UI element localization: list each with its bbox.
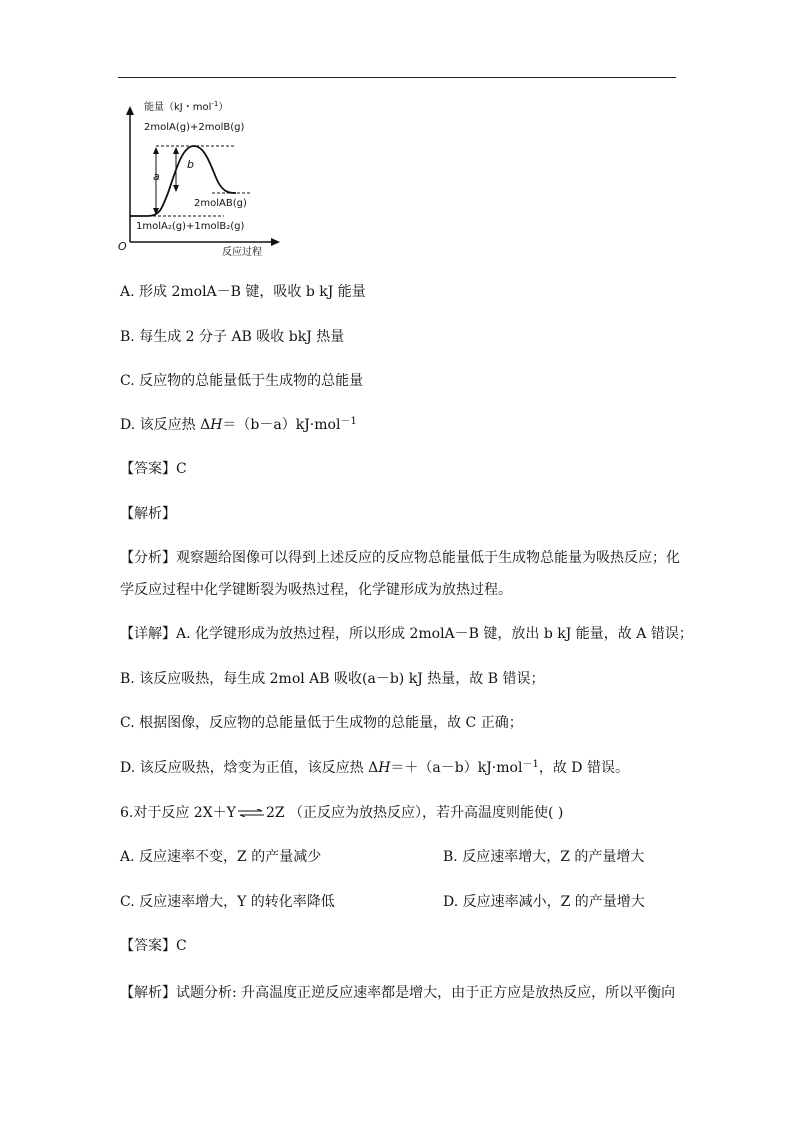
y-axis-label: 能量（kJ・mol$^{-1}$） xyxy=(144,100,229,113)
q6-option-c: C. 反应速率增大，Y 的转化率降低 xyxy=(120,894,335,910)
x-axis-arrow xyxy=(271,238,280,246)
y-axis-arrow xyxy=(126,106,134,115)
q6-option-a: A. 反应速率不变，Z 的产量减少 xyxy=(120,849,322,865)
analysis-title: 【解析】 xyxy=(120,506,176,522)
answer-6: 【答案】C xyxy=(120,938,187,954)
question-6-stem: 6.对于反应 2X＋Y 2Z （正反应为放热反应），若升高温度则能使( ) xyxy=(120,805,564,821)
reactant-high-label: 2molA(g)+2molB(g) xyxy=(144,122,245,133)
analysis-line-2: 学反应过程中化学键断裂为吸热过程，化学键形成为放热过程。 xyxy=(120,582,512,598)
option-d: D. 该反应热 ΔH＝（b－a）kJ·mol$^{-1}$ xyxy=(120,416,357,433)
arrow-a-up-head xyxy=(153,147,159,154)
option-a: A. 形成 2molA－B 键，吸收 b kJ 能量 xyxy=(120,284,366,300)
header-rule xyxy=(118,77,676,78)
option-b: B. 每生成 2 分子 AB 吸收 bkJ 热量 xyxy=(120,329,345,345)
label-a: a xyxy=(153,170,160,183)
option-c: C. 反应物的总能量低于生成物的总能量 xyxy=(120,373,364,389)
detail-a: 【详解】A. 化学键形成为放热过程，所以形成 2molA－B 键，放出 b kJ 能量，故 A 错误； xyxy=(120,626,693,642)
x-axis-label: 反应过程 xyxy=(222,247,262,258)
arrow-b-up-head xyxy=(173,147,179,154)
detail-d: D. 该反应吸热，焓变为正值，该反应热 ΔH＝＋（a－b）kJ·mol$^{-1}$，故 D 错误。 xyxy=(120,759,629,776)
product-label: 2molAB(g) xyxy=(194,198,247,209)
detail-b: B. 该反应吸热，每生成 2mol AB 吸收(a－b) kJ 热量，故 B 错误； xyxy=(120,671,545,687)
label-b: b xyxy=(187,158,194,171)
q6-option-d: D. 反应速率减小，Z 的产量增大 xyxy=(443,894,645,910)
origin-label: O xyxy=(118,240,127,253)
answer-5: 【答案】C xyxy=(120,461,187,477)
energy-diagram xyxy=(112,98,292,260)
arrow-b-down-head xyxy=(173,185,179,192)
reactant-low-label: 1molA₂(g)+1molB₂(g) xyxy=(136,221,245,232)
analysis-6: 【解析】试题分析: 升高温度正逆反应速率都是增大，由于正方应是放热反应，所以平衡向 xyxy=(120,985,676,1001)
analysis-line-1: 【分析】观察题给图像可以得到上述反应的反应物总能量低于生成物总能量为吸热反应；化 xyxy=(120,550,680,566)
q6-option-b: B. 反应速率增大，Z 的产量增大 xyxy=(443,849,645,865)
detail-c: C. 根据图像，反应物的总能量低于生成物的总能量，故 C 正确； xyxy=(120,715,523,731)
equilibrium-arrows-icon xyxy=(238,809,264,817)
